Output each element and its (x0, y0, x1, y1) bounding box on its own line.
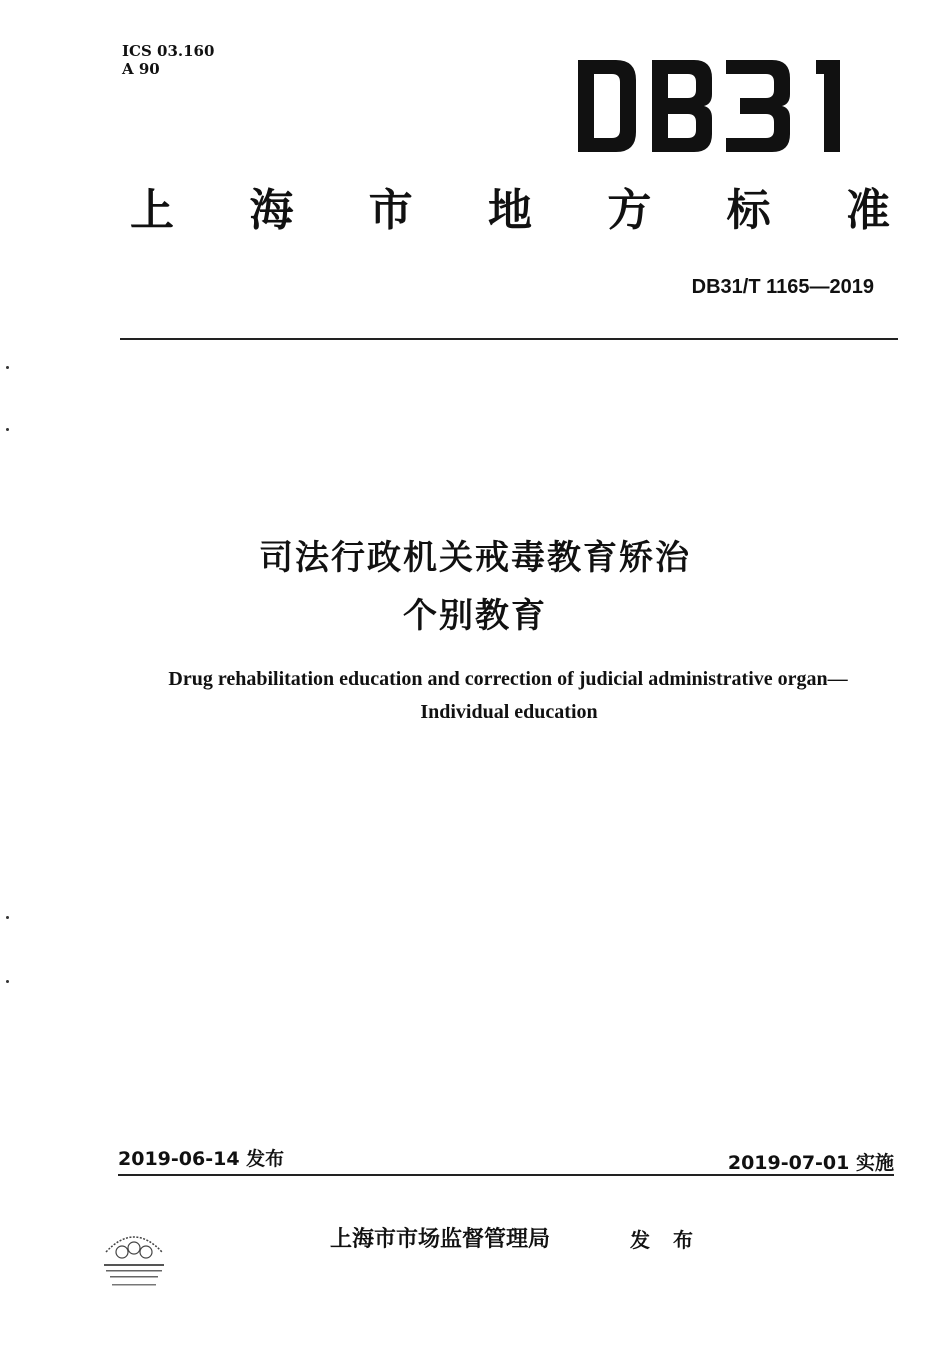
category-char: 方 (607, 185, 652, 236)
scan-mark (6, 980, 9, 983)
category-char: 准 (845, 185, 890, 236)
english-title-line-2: Individual education (420, 701, 598, 723)
distributor-stamp-icon (96, 1222, 172, 1292)
issue-label: 发 布 (630, 1228, 701, 1252)
ccs-code: A 90 (122, 60, 160, 78)
scan-mark (6, 366, 9, 369)
issuing-authority: 上海市市场监督管理局 (330, 1227, 551, 1252)
standard-code: DB31/T 1165—2019 (691, 276, 874, 298)
category-char: 海 (249, 185, 294, 236)
category-char: 标 (726, 185, 771, 236)
release-date: 2019-06-14 发布 (118, 1148, 285, 1170)
scan-mark (6, 428, 9, 431)
chinese-title-line-1: 司法行政机关戒毒教育矫治 (259, 538, 691, 578)
chinese-title-line-2: 个别教育 (403, 596, 547, 636)
standard-category-title (130, 184, 890, 238)
ics-code: ICS 03.160 (122, 42, 215, 60)
top-divider (120, 338, 898, 340)
classification-codes (122, 42, 214, 78)
implementation-date: 2019-07-01 实施 (727, 1152, 894, 1174)
category-char: 地 (487, 185, 532, 236)
db31-logo (576, 58, 844, 154)
scan-mark (6, 916, 9, 919)
category-char: 上 (130, 185, 174, 236)
english-title-line-1: Drug rehabilitation education and correction of judicial administrative organ— (168, 668, 848, 690)
bottom-divider (118, 1174, 894, 1176)
category-char: 市 (368, 185, 413, 236)
